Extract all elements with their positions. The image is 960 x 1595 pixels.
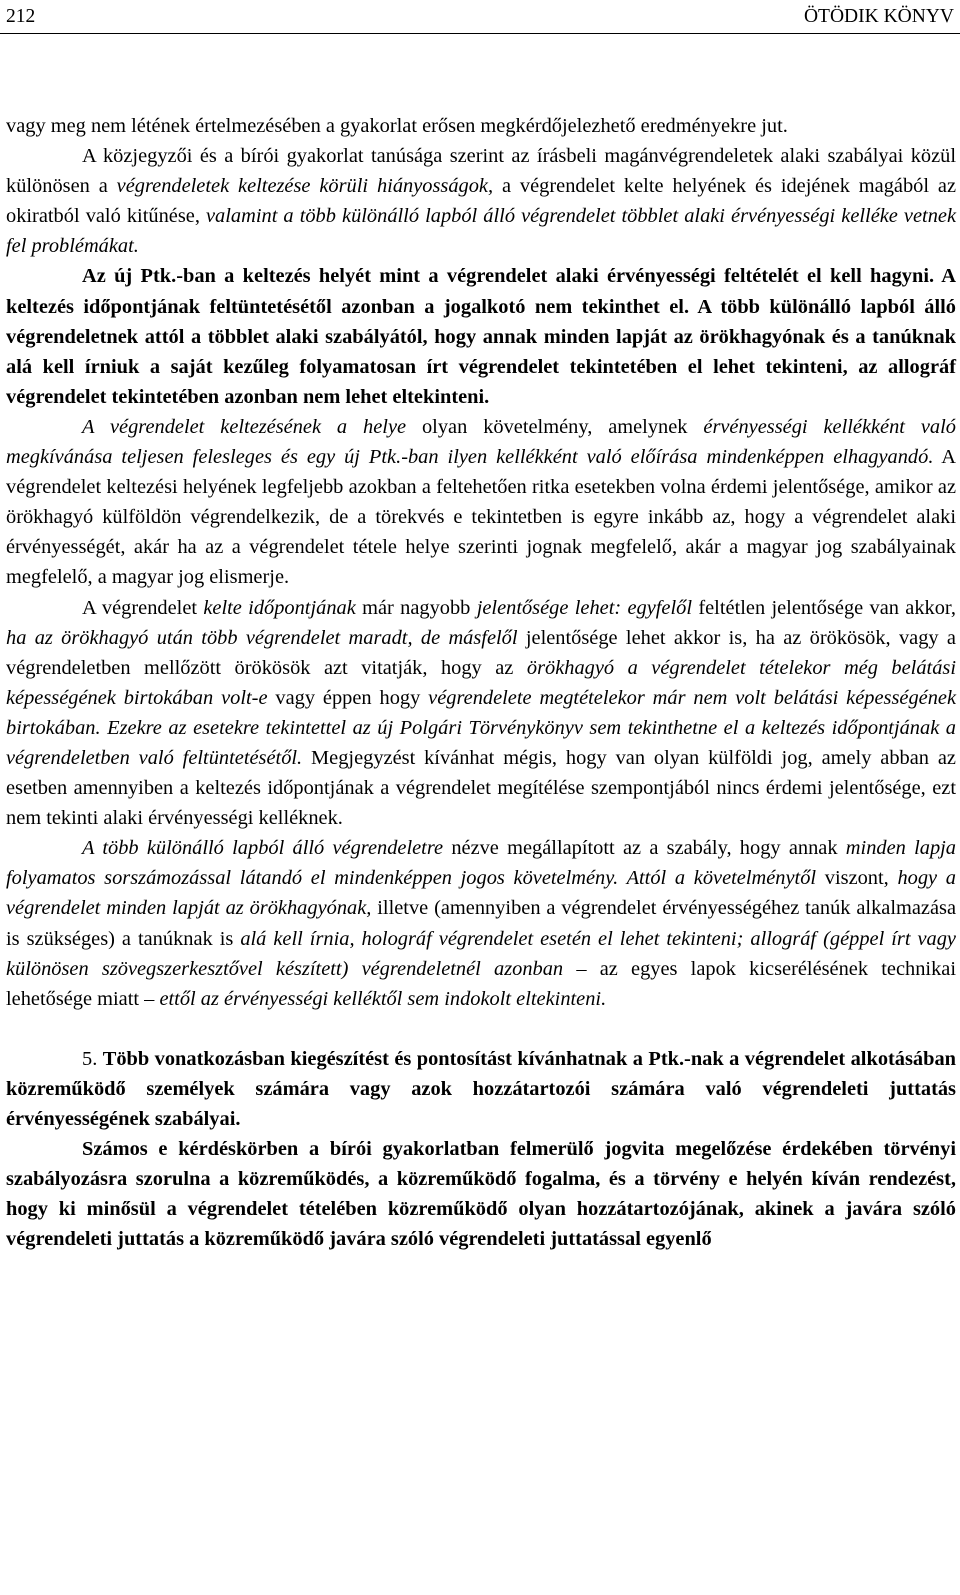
italic-run: végrendeletek keltezése körüli hiányosságok, (116, 175, 494, 198)
bold-run: Számos e kérdéskörben a bírói gyakorlatban felmerülő jogvita megelőzése érdekében törvényi szabályozásra szorulna a közreműködés, a közreműködő fogalma, és a törvény e helyén kíván rendezést, hogy ki minősül a végrendelet tételében közreműködő olyan hozzátartozójának, akinek a javára szóló végrendeleti juttatás a közreműködő javára szóló végrendeleti juttatással egyenlő (6, 1138, 956, 1251)
section-number: 5. (82, 1047, 103, 1070)
text-run: A végrendelet keltezési helyének legfeljebb azokban a feltehetően ritka esetekben volna érdemi jelentősége, amikor az örökhagyó külföldön végrendelkezik, de a törekvés e tekintetben is egyre inkább az, hogy a végrendelet alaki érvényességét, akár ha az a végrendelet tétele helye szerinti jognak megfelelő, akár a magyar jog szabályainak megfelelő, a magyar jog elismerje. (6, 446, 957, 589)
italic-run: végrendelete megtételekor már nem volt belátási képességének birtokában. Ezekre az esetekre tekintettel az új Polgári Törvénykönyv sem tekinthetne el a keltezés időpontjának a végrendeletben való feltüntetésétől. (6, 686, 956, 769)
text-run: viszont, (816, 867, 898, 890)
text-run: feltétlen jelentősége van akkor, (692, 596, 956, 619)
italic-run: jelentősége lehet: egyfelől (476, 596, 693, 619)
italic-run: minden lapja folyamatos sorszámozással látandó el mindenképpen jogos követelmény. Attól a követelménytől (6, 837, 956, 890)
italic-run: A több különálló lapból álló végrendeletre (82, 837, 444, 860)
paragraph-1 (6, 111, 956, 141)
paragraph-8 (6, 1134, 956, 1254)
text-run: jelentősége lehet akkor is, ha az örökösök, vagy a végrendeletben mellőzött örökösök azt vitatják, hogy az (6, 626, 956, 679)
section-5-heading (6, 1044, 956, 1134)
text-run: A végrendelet (82, 596, 204, 619)
text-run: illetve (amennyiben a végrendelet érvényességéhez tanúk alkalmazása is szükséges) a tanúknak is (6, 897, 956, 950)
paragraph-text: vagy meg nem létének értelmezésében a gyakorlat erősen megkérdőjelezhető eredményekre jut. (6, 115, 788, 137)
paragraph-3 (6, 261, 956, 411)
paragraph-6 (6, 833, 956, 1014)
italic-run: kelte időpontjának (203, 596, 356, 619)
paragraph-2 (6, 141, 956, 261)
italic-run: ha az örökhagyó után több végrendelet maradt, de másfelől (6, 626, 518, 649)
italic-run: érvényességi kellékként való megkívánása teljesen felesleges és egy új Ptk.-ban ilyen kellékként való előírása mindenképpen elhagyandó. (6, 415, 956, 469)
paragraph-5 (6, 593, 956, 834)
text-run: A közjegyzői és a bírói gyakorlat tanúsága szerint az írásbeli magánvégrendeletek alaki szabályai közül különösen a (6, 145, 956, 198)
italic-run: A végrendelet keltezésének a helye (82, 415, 407, 438)
section-title: Több vonatkozásban kiegészítést és pontosítást kívánhatnak a Ptk.-nak a végrendelet alkotásában közreműködő személyek számára vagy azok hozzátartozói számára való végrendeleti juttatás érvényességének szabályai. (6, 1047, 957, 1130)
italic-run: hogy a végrendelet minden lapját az örökhagyónak, (6, 867, 956, 920)
text-run: nézve megállapított az a szabály, hogy annak (443, 837, 846, 860)
paragraph-gap (6, 1014, 956, 1044)
bold-run: Az új Ptk.-ban a keltezés helyét mint a végrendelet alaki érvényességi feltételét el kell hagyni. A keltezés időpontjának feltüntetésétől azonban a jogalkotó nem tekinthet el. A több különálló lapból álló végrendeletnek attól a többlet alaki szabályától, hogy annak minden lapját az örökhagyónak és a tanúknak alá kell írniuk a saját kezűleg folyamatosan írt végrendelet tekintetében el lehet tekinteni, az allográf végrendelet tekintetében azonban nem lehet eltekinteni. (6, 265, 956, 408)
page-header (0, 0, 960, 34)
page-body (6, 111, 956, 1254)
text-run: – az egyes lapok kicserélésének technikai lehetősége miatt – (6, 957, 956, 1010)
text-run: már nagyobb (355, 596, 477, 619)
paragraph-4 (6, 412, 956, 593)
italic-run: valamint a több különálló lapból álló végrendelet többlet alaki érvényességi kelléke vetnek fel problémákat. (6, 205, 956, 258)
text-run: Megjegyzést kívánhat mégis, hogy van olyan külföldi jog, amely abban az esetben amennyiben a keltezés időpontjának a végrendelet megítélése szempontjából nincs érdemi jelentősége, ezt nem tekinti alaki érvényességi kelléknek. (6, 746, 956, 830)
text-run: a végrendelet kelte helyének és idejének magából az okiratból való kitűnése, (6, 175, 956, 228)
text-run: olyan követelmény, amelynek (406, 415, 704, 438)
text-run: vagy éppen hogy (267, 686, 429, 709)
page-number: 212 (6, 6, 36, 27)
book-title: ÖTÖDIK KÖNYV (803, 6, 954, 27)
italic-run: alá kell írnia, holográf végrendelet esetén el lehet tekinteni; allográf (géppel írt vagy különösen szövegszerkesztővel készített) végrendeletnél azonban (6, 927, 956, 980)
italic-run: örökhagyó a végrendelet tételekor még belátási képességének birtokában volt-e (6, 656, 956, 709)
italic-run: ettől az érvényességi kelléktől sem indokolt eltekinteni. (159, 987, 607, 1010)
